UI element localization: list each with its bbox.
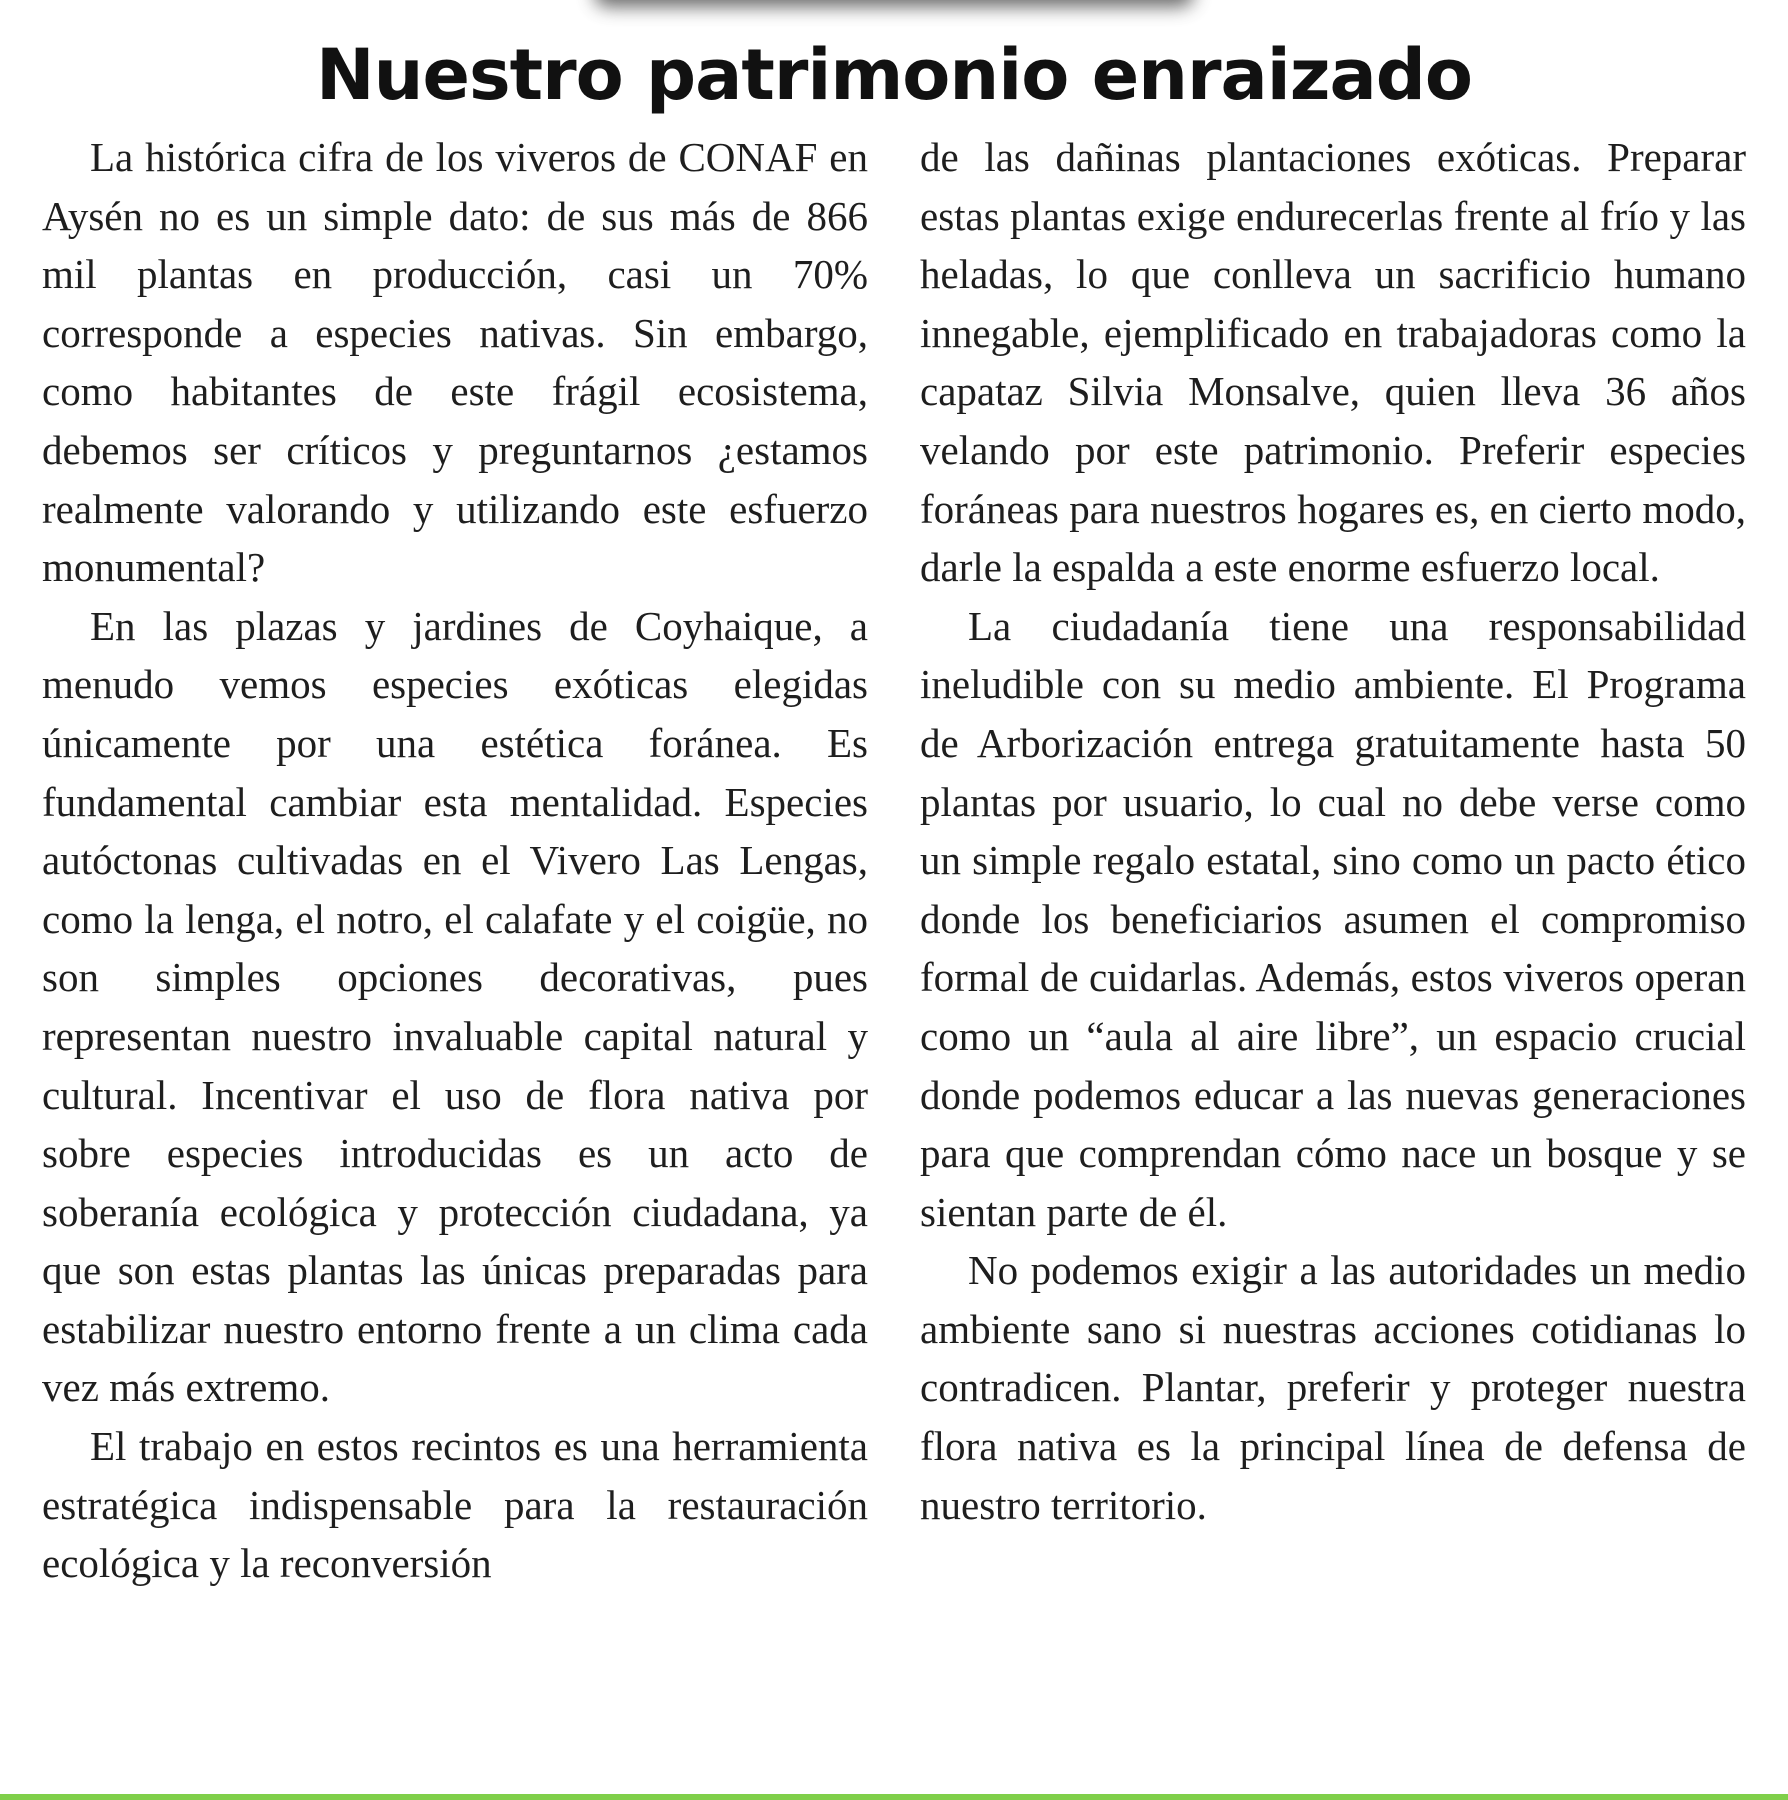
cropped-masthead (0, 0, 1788, 18)
paragraph: En las plazas y jardines de Coyhaique, a menudo vemos especies exóticas elegidas únicamente por una estética foránea. Es fundamental cambiar esta mentalidad. Especies autóctonas cultivadas en el Vivero Las Lengas, como la lenga, el notro, el calafate y el coigüe, no son simples opciones decorativas, pues representan nuestro invaluable capital natural y cultural. Incentivar el uso de flora nativa por sobre especies introducidas es un acto de soberanía ecológica y protección ciudadana, ya que son estas plantas las únicas preparadas para estabilizar nuestro entorno frente a un clima cada vez más extremo. (42, 602, 868, 1411)
paragraph: La histórica cifra de los viveros de CONAF en Aysén no es un simple dato: de sus más de 866 mil plantas en producción, casi un 70% corresponde a especies nativas. Sin embargo, como habitantes de este frágil ecosistema, debemos ser críticos y preguntarnos ¿estamos realmente valorando y utilizando este esfuerzo monumental? (42, 134, 868, 591)
right-column (920, 128, 1746, 1593)
paragraph: El trabajo en estos recintos es una herramienta estratégica indispensable para la restauración ecológica y la reconversión (42, 1423, 868, 1587)
paragraph: La ciudadanía tiene una responsabilidad ineludible con su medio ambiente. El Programa de Arborización entrega gratuitamente hasta 50 plantas por usuario, lo cual no debe verse como un simple regalo estatal, sino como un pacto ético donde los beneficiarios asumen el compromiso formal de cuidarlas. Además, estos viveros operan como un “aula al aire libre”, un espacio crucial donde podemos educar a las nuevas generaciones para que comprendan cómo nace un bosque y se sientan parte de él. (920, 602, 1746, 1235)
bottom-rule (0, 1794, 1788, 1800)
paragraph-continued: de las dañinas plantaciones exóticas. Preparar estas plantas exige endurecerlas frente al frío y las heladas, lo que conlleva un sacrificio humano innegable, ejemplificado en trabajadoras como la capataz Silvia Monsalve, quien lleva 36 años velando por este patrimonio. Preferir especies foráneas para nuestros hogares es, en cierto modo, darle la espalda a este enorme esfuerzo local. (920, 134, 1746, 591)
paragraph: No podemos exigir a las autoridades un medio ambiente sano si nuestras acciones cotidianas lo contradicen. Plantar, preferir y proteger nuestra flora nativa es la principal línea de defensa de nuestro territorio. (920, 1247, 1746, 1528)
article-title: Nuestro patrimonio enraizado (316, 34, 1472, 116)
article-body (42, 128, 1746, 1593)
left-column (42, 128, 868, 1593)
